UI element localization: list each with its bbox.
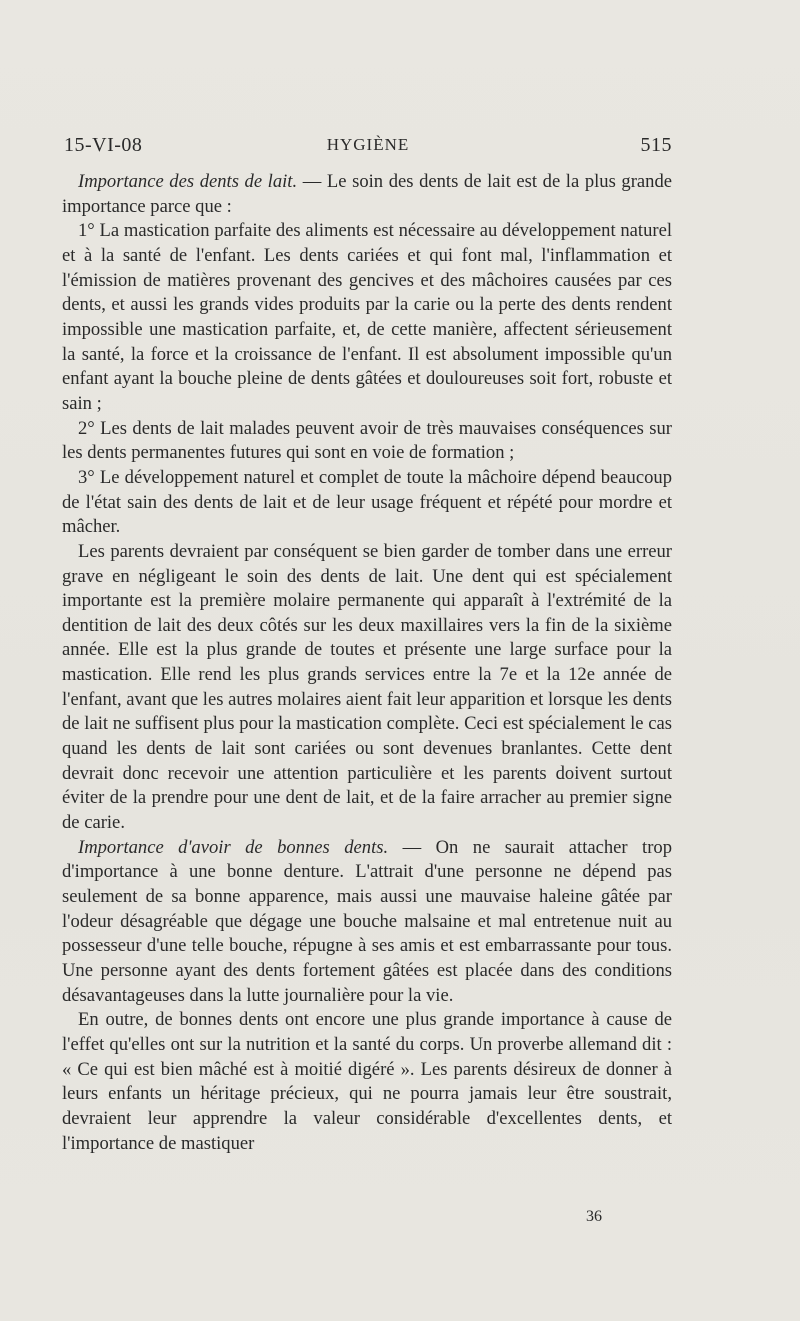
header-date: 15-VI-08: [64, 134, 143, 156]
section-heading-dents-de-lait: Importance des dents de lait.: [78, 171, 298, 192]
body-text: [62, 170, 672, 1156]
header-journal-title: HYGIÈNE: [326, 135, 410, 154]
paragraph-point-2: 2° Les dents de lait malades peuvent avoir de très mauvaises conséquences sur les dents permanentes futures qui sont en voie de formation ;: [62, 417, 672, 464]
signature-mark: 36: [586, 1208, 602, 1225]
paragraph-text: — On ne saurait attacher trop d'importance à une bonne denture. L'attrait d'une personne ne dépend pas seulement de sa bonne apparence, mais aussi une mauvaise haleine gâtée par l'odeur désagréable que dégage une bouche malsaine et mal entretenue nuit au possesseur d'une telle bouche, répugne à ses amis et est embarrassante pour tous. Une personne ayant des dents fortement gâtées est placée dans des conditions désavantageuses dans la lutte journalière pour la vie.: [62, 836, 673, 1006]
section-heading-bonnes-dents: Importance d'avoir de bonnes dents.: [78, 836, 389, 858]
paragraph-point-3: 3° Le développement naturel et complet de toute la mâchoire dépend beaucoup de l'état sain des dents de lait et de leur usage fréquent et répété pour mordre et mâcher.: [62, 466, 672, 538]
paragraph-point-1: 1° La mastication parfaite des aliments est nécessaire au développement naturel et à la santé de l'enfant. Les dents cariées et qui font mal, l'inflammation et l'émission de matières provenant des gencives et des mâchoires causées par ces dents, et aussi les grands vides produits par la carie ou la perte des dents rendent impossible une mastication parfaite, et, de cette manière, affectent sérieusement la santé, la force et la croissance de l'enfant. Il est absolument impossible qu'un enfant ayant la bouche pleine de dents gâtées et douloureuses soit fort, robuste et sain ;: [62, 220, 672, 414]
paragraph-parents: Les parents devraient par conséquent se bien garder de tomber dans une erreur grave en négligeant le soin des dents de lait. Une dent qui est spécialement importante est la première molaire permanente qui apparaît à l'extrémité de la dentition de lait des deux côtés sur les deux maxillaires vers la fin de la sixième année. Elle est la plus grande de toutes et présente une large surface pour la mastication. Elle rend les plus grands services entre la 7e et la 12e année de l'enfant, avant que les autres molaires aient fait leur apparition et lorsque les dents de lait ne suffisent plus pour la mastication complète. Ceci est spécialement le cas quand les dents de lait sont cariées ou sont devenues branlantes. Cette dent devrait donc recevoir une attention particulière et les parents doivent surtout éviter de la prendre pour une dent de lait, et de la faire arracher au premier signe de carie.: [62, 540, 672, 834]
running-head: [64, 134, 672, 158]
paragraph-nutrition: En outre, de bonnes dents ont encore une plus grande importance à cause de l'effet qu'elles ont sur la nutrition et la santé du corps. Un proverbe allemand dit : « Ce qui est bien mâché est à moitié digéré ». Les parents désireux de donner à leurs enfants un héritage précieux, qui ne pourra jamais leur être soustrait, devraient leur apprendre la valeur considérable d'excellentes dents, et l'importance de mastiquer: [62, 1009, 672, 1154]
header-page-number: 515: [640, 134, 672, 156]
paragraph-dents-de-lait-intro: [62, 170, 672, 219]
paragraph-bonnes-dents-intro: [62, 836, 672, 1009]
paragraph-text: — Le soin des dents de lait est de la plus grande importance parce que :: [62, 171, 672, 217]
